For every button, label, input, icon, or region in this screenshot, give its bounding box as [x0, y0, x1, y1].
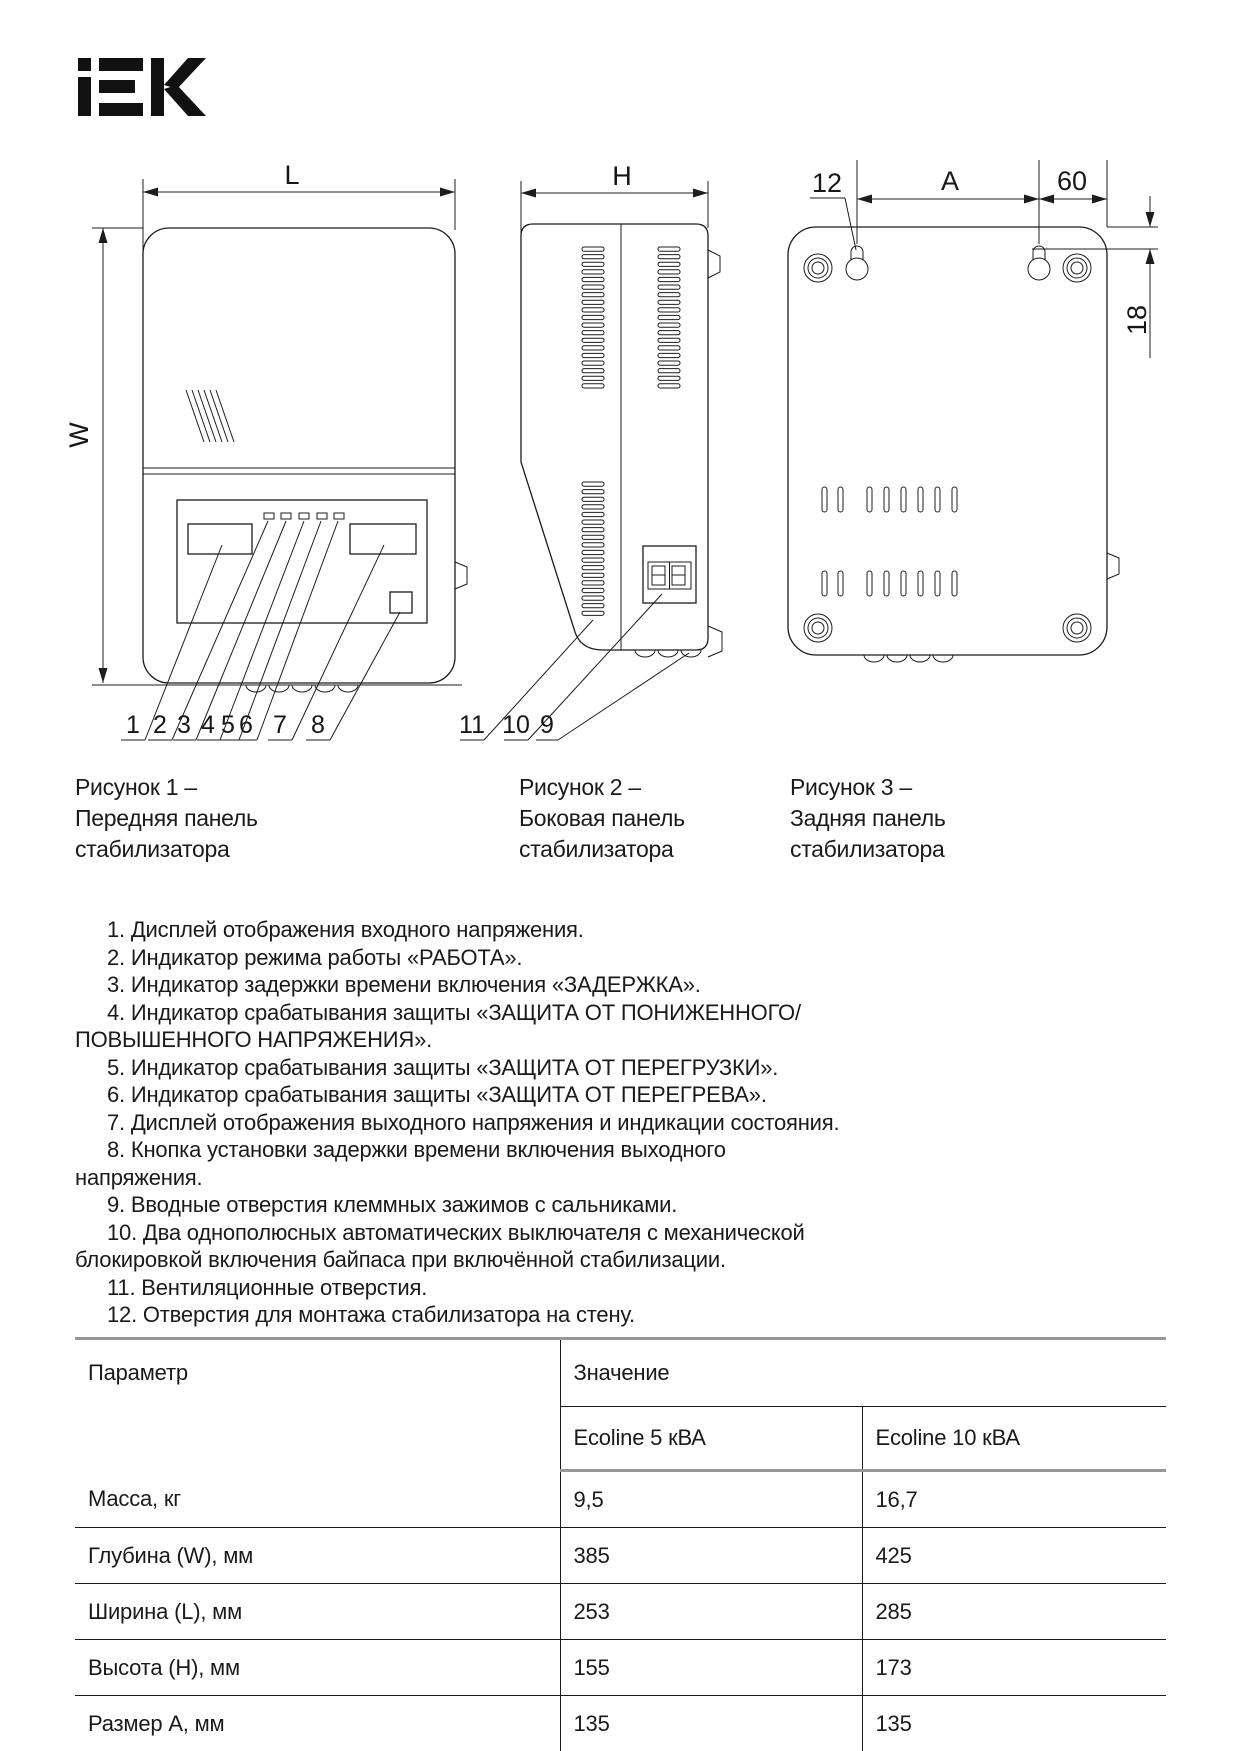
- vent-grille-upper-right: [658, 247, 680, 388]
- dimension-12: [810, 168, 856, 250]
- rear-panel-outline: [788, 227, 1107, 655]
- callout-6: 6: [239, 711, 253, 739]
- legend-item-wrap: напряжения.: [75, 1164, 203, 1190]
- corner-screws: [804, 254, 1091, 642]
- side-latch: [455, 562, 467, 589]
- column-header-model1: Ecoline 5 кВА: [560, 1407, 862, 1471]
- dim-label-L: L: [284, 160, 300, 190]
- parameters-table: [75, 1337, 1166, 1751]
- legend-item: 5. Индикатор срабатывания защиты «ЗАЩИТА ОТ ПЕРЕГРУЗКИ».: [107, 1054, 779, 1080]
- vent-grille-lower: [582, 482, 604, 615]
- dimension-W: [64, 228, 143, 683]
- table-row: [75, 1584, 1166, 1640]
- value-cell: 155: [560, 1640, 862, 1696]
- side-clip-bottom: [708, 626, 722, 657]
- callout-9: 9: [540, 711, 554, 739]
- param-cell: Размер А, мм: [88, 1710, 225, 1736]
- caption-line: стабилизатора: [790, 836, 945, 862]
- callout-1: 1: [126, 711, 140, 739]
- table-row: [75, 1471, 1166, 1528]
- callout-3: 3: [177, 711, 191, 739]
- caption-line: Передняя панель: [75, 805, 258, 831]
- caption-line: стабилизатора: [519, 836, 674, 862]
- dim-label-18: 18: [1122, 304, 1152, 336]
- caption-figure-1: [75, 772, 258, 865]
- dimension-H: [521, 161, 708, 252]
- value-cell: 135: [862, 1696, 1166, 1751]
- caption-line: Задняя панель: [790, 805, 946, 831]
- legend-item: 9. Вводные отверстия клеммных зажимов с сальниками.: [107, 1192, 678, 1217]
- param-cell: Высота (H), мм: [75, 1640, 560, 1696]
- callout-5: 5: [221, 711, 235, 739]
- led-indicators: [264, 513, 344, 519]
- param-cell: Ширина (L), мм: [75, 1584, 560, 1640]
- dimension-18: [1032, 196, 1158, 358]
- vent-grille-upper-left: [582, 247, 604, 388]
- figure-front-panel: [64, 160, 467, 740]
- rear-vent-slots-row2: [822, 571, 957, 596]
- mounting-keyholes: [846, 246, 1050, 280]
- legend-item: 11. Вентиляционные отверстия.: [107, 1274, 428, 1300]
- column-header-value: Значение: [560, 1339, 1166, 1407]
- dim-label-A: A: [940, 166, 960, 196]
- bottom-glands: [246, 685, 358, 692]
- legend-list: [75, 916, 1175, 1329]
- caption-line: Рисунок 1 –: [75, 774, 197, 800]
- column-header-model2: Ecoline 10 кВА: [862, 1407, 1166, 1471]
- dim-label-W: W: [64, 422, 94, 448]
- legend-item: 8. Кнопка установки задержки времени включения выходного: [107, 1137, 726, 1162]
- legend-item: 1. Дисплей отображения входного напряжения.: [107, 917, 584, 942]
- breaker-switches: [643, 546, 696, 603]
- caption-line: стабилизатора: [75, 836, 230, 862]
- legend-item: 2. Индикатор режима работы «РАБОТА».: [107, 944, 523, 970]
- value-cell: 253: [560, 1584, 862, 1640]
- callout-10: 10: [502, 711, 530, 739]
- value-cell: 425: [862, 1528, 1166, 1584]
- output-voltage-display: [350, 524, 416, 554]
- value-cell: 285: [862, 1584, 1166, 1640]
- legend-item: 6. Индикатор срабатывания защиты «ЗАЩИТА ОТ ПЕРЕГРЕВА».: [107, 1082, 767, 1107]
- caption-line: Боковая панель: [519, 805, 685, 831]
- table-row: [75, 1640, 1166, 1696]
- column-header-parameter: Параметр: [88, 1360, 188, 1385]
- value-cell: 16,7: [862, 1471, 1166, 1528]
- side-callouts: [459, 594, 689, 740]
- rear-vent-slots-row1: [822, 487, 957, 512]
- dimension-L: [143, 160, 455, 266]
- delay-button: [390, 592, 412, 613]
- table-row: [75, 1696, 1166, 1751]
- legend-item: 3. Индикатор задержки времени включения «ЗАДЕРЖКА».: [107, 972, 701, 997]
- legend-item: 10. Два однополюсных автоматических выключателя с механической: [107, 1219, 805, 1245]
- figure-side-panel: [459, 161, 722, 740]
- legend-item-wrap: ПОВЫШЕННОГО НАПРЯЖЕНИЯ».: [75, 1027, 433, 1052]
- caption-line: Рисунок 2 –: [519, 774, 641, 800]
- value-cell: 385: [560, 1528, 862, 1584]
- legend-item: 4. Индикатор срабатывания защиты «ЗАЩИТА ОТ ПОНИЖЕННОГО/: [107, 999, 801, 1025]
- callout-2: 2: [153, 711, 167, 739]
- front-panel-outline: [143, 228, 455, 683]
- param-cell: Масса, кг: [75, 1471, 560, 1528]
- legend-item: 12. Отверстия для монтажа стабилизатора на стену.: [107, 1302, 635, 1327]
- figure-rear-panel: [788, 160, 1158, 662]
- bottom-glands: [635, 650, 701, 657]
- rear-clip: [1107, 553, 1119, 579]
- decor-hatch: [186, 390, 234, 442]
- caption-line: Рисунок 3 –: [790, 774, 912, 800]
- caption-figure-2: [519, 772, 685, 865]
- dim-label-H: H: [612, 161, 632, 191]
- value-cell: 9,5: [560, 1471, 862, 1528]
- callout-8: 8: [311, 711, 325, 739]
- callout-11: 11: [459, 711, 485, 739]
- table-row: [75, 1528, 1166, 1584]
- callout-7: 7: [273, 711, 287, 739]
- dim-label-12: 12: [811, 168, 843, 198]
- caption-figure-3: [790, 772, 946, 865]
- param-cell: Глубина (W), мм: [75, 1528, 560, 1584]
- side-clip-top: [708, 250, 720, 278]
- callout-4: 4: [201, 711, 215, 739]
- dimension-A: [857, 160, 1039, 244]
- legend-item: 7. Дисплей отображения выходного напряжения и индикации состояния.: [107, 1109, 840, 1135]
- dim-label-60: 60: [1056, 166, 1088, 196]
- value-cell: 173: [862, 1640, 1166, 1696]
- bottom-glands: [864, 655, 953, 662]
- dimension-60: [1039, 160, 1107, 227]
- technical-drawings: [55, 140, 1200, 752]
- value-cell: 135: [560, 1696, 862, 1751]
- legend-item-wrap: блокировкой включения байпаса при включённой стабилизации.: [75, 1247, 726, 1272]
- iek-logo: [78, 58, 206, 116]
